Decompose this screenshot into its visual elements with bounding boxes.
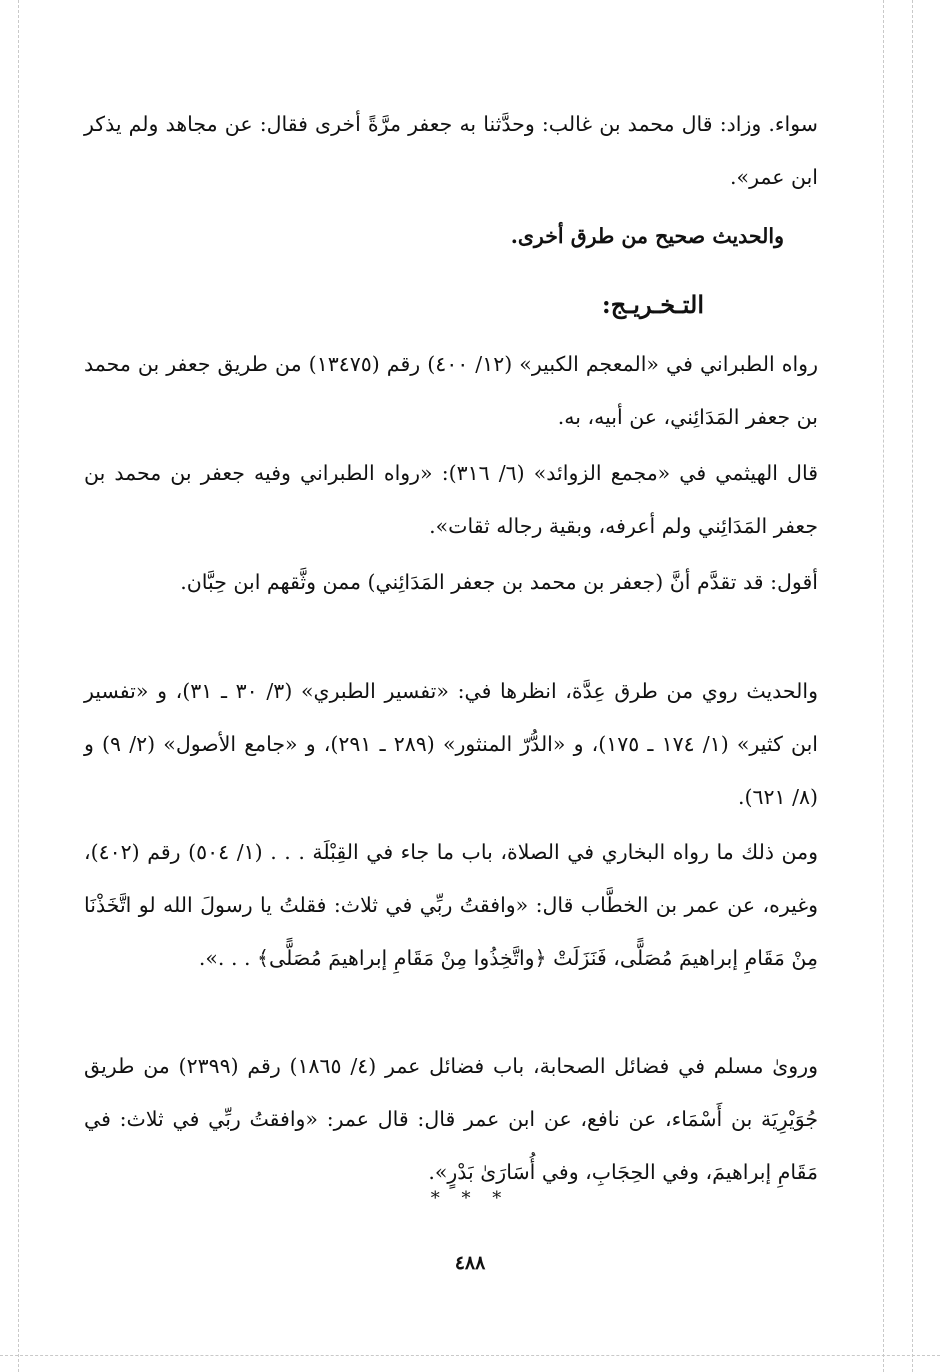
paragraph-continuation: سواء. وزاد: قال محمد بن غالب: وحدَّثنا به جعفر مرَّةً أخرى فقال: عن مجاهد ولم يذكر ابن عمر». xyxy=(84,112,818,189)
page-number: ٤٨٨ xyxy=(454,1252,486,1274)
paragraph-turuq: والحديث روي من طرق عِدَّة، انظرها في: «تفسير الطبري» (٣/ ٣٠ ـ ٣١)، و «تفسير ابن كثير» (١/ ١٧٤ ـ ١٧٥)، و «الدُّرّ المنثور» (٢٨٩ ـ ٢٩١)، و «جامع الأصول» (٢/ ٩) و (٨/ ٦٢١). xyxy=(84,679,818,809)
paragraph-haythami: قال الهيثمي في «مجمع الزوائد» (٦/ ٣١٦): «رواه الطبراني وفيه جعفر بن محمد بن جعفر المَدَائِني ولم أعرفه، وبقية رجاله ثقات». xyxy=(84,461,819,538)
paragraph-muslim: وروىٰ مسلم في فضائل الصحابة، باب فضائل عمر (٤/ ١٨٦٥) رقم (٢٣٩٩) من طريق جُوَيْرِيَة بن أَسْمَاء، عن نافع، عن ابن عمر قال: قال عمر: «وافقتُ ربِّي في ثلاث: في مَقَامِ إبراهيمَ، وفي الحِجَابِ، وفي أُسَارَىٰ بَدْرٍ». xyxy=(84,1054,818,1184)
section-heading-takhrij: التـخـريـج: xyxy=(601,290,704,319)
guide-line xyxy=(883,0,884,1372)
paragraph-aqul: أقول: قد تقدَّم أنَّ (جعفر بن محمد بن جعفر المَدَائِني) ممن وثَّقهم ابن حِبَّان. xyxy=(180,570,818,594)
guide-line xyxy=(0,1355,940,1356)
paragraph-tabarani: رواه الطبراني في «المعجم الكبير» (١٢/ ٤٠٠) رقم (١٣٤٧٥) من طريق جعفر بن محمد بن جعفر المَدَائِني، عن أبيه، به. xyxy=(84,352,818,429)
section-separator: * * * xyxy=(430,1188,510,1209)
paragraph-bukhari: ومن ذلك ما رواه البخاري في الصلاة، باب ما جاء في القِبْلَة . . . (١/ ٥٠٤) رقم (٤٠٢)، وغيره، عن عمر بن الخطَّاب قال: «وافقتُ ربِّي في ثلاث: فقلتُ يا رسولَ الله لو اتَّخَذْنَا مِنْ مَقَامِ إبراهيمَ مُصَلًّى، فَنَزَلَتْ ﴿واتَّخِذُوا مِنْ مَقَامِ إبراهيمَ مُصَلًّى﴾ . . .». xyxy=(84,840,818,970)
guide-line xyxy=(18,0,19,1372)
guide-line xyxy=(912,0,913,1372)
paragraph-hadith-sahih: والحديث صحيح من طرق أخرى. xyxy=(510,224,784,248)
